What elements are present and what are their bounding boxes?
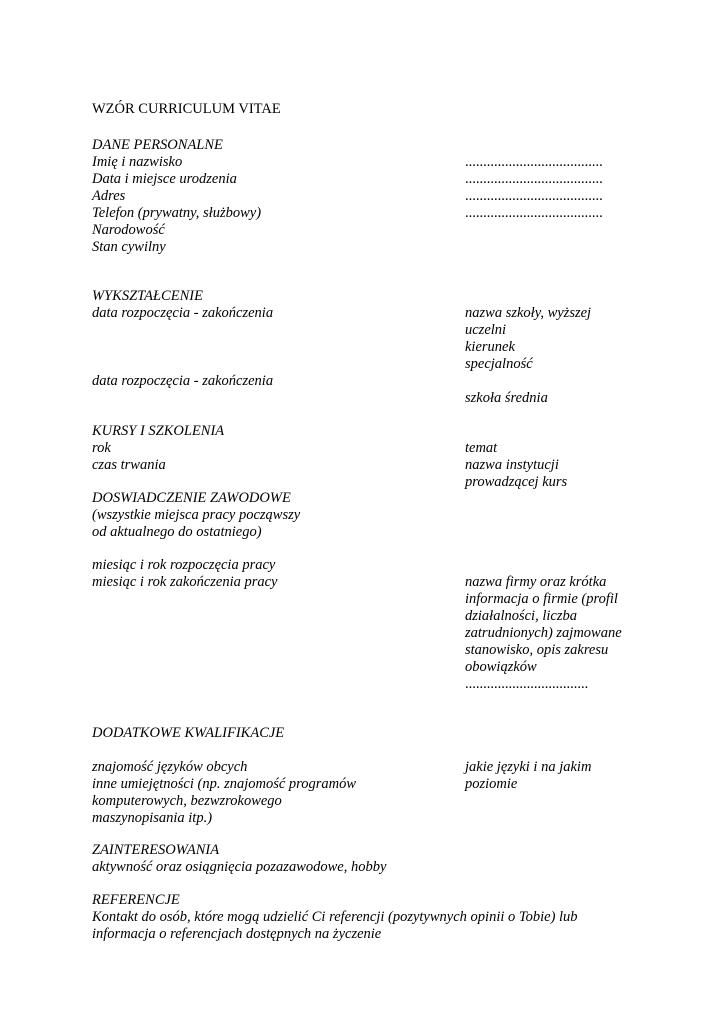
field-value-birth: ...................................... [465, 171, 603, 187]
courses-duration: czas trwania [92, 457, 166, 473]
qualifications-languages: znajomość języków obcych [92, 759, 248, 775]
education-specialty: specjalność [465, 356, 533, 372]
experience-description-line-2: informacja o firmie (profil [465, 591, 618, 607]
education-school-line-1: nazwa szkoły, wyższej [465, 305, 592, 321]
experience-end-date: miesiąc i rok zakończenia pracy [92, 574, 278, 590]
field-label-name: Imię i nazwisko [92, 154, 183, 170]
experience-description-line-6: obowiązków [465, 659, 537, 675]
field-value-address: ...................................... [465, 188, 603, 204]
experience-start-date: miesiąc i rok rozpoczęcia pracy [92, 557, 276, 573]
field-label-phone: Telefon (prywatny, służbowy) [92, 205, 262, 221]
references-line-2: informacja o referencjach dostępnych na życzenie [92, 926, 382, 942]
experience-description-line-5: stanowisko, opis zakresu [465, 642, 609, 658]
qualifications-other-line-1: inne umiejętności (np. znajomość programów [92, 776, 357, 792]
experience-description-line-3: działalności, liczba [465, 608, 577, 624]
courses-topic: temat [465, 440, 498, 456]
references-line-1: Kontakt do osób, które mogą udzielić Ci referencji (pozytywnych opinii o Tobie) lub [92, 909, 578, 925]
education-school-line-2: uczelni [465, 322, 507, 338]
education-field-of-study: kierunek [465, 339, 515, 355]
section-heading-courses: KURSY I SZKOLENIA [92, 423, 225, 439]
education-date-2: data rozpoczęcia - zakończenia [92, 373, 274, 389]
experience-note-line-1: (wszystkie miejsca pracy począwszy [92, 507, 301, 523]
courses-institution-line-2: prowadzącej kurs [465, 474, 568, 490]
field-label-address: Adres [92, 188, 126, 204]
experience-description-line-1: nazwa firmy oraz krótka [465, 574, 607, 590]
interests-text: aktywność oraz osiągnięcia pozazawodowe, hobby [92, 859, 387, 875]
section-heading-personal: DANE PERSONALNE [92, 137, 223, 153]
section-heading-experience: DOSWIADCZENIE ZAWODOWE [92, 490, 291, 506]
experience-note-line-2: od aktualnego do ostatniego) [92, 524, 262, 540]
education-date-1: data rozpoczęcia - zakończenia [92, 305, 274, 321]
section-heading-qualifications: DODATKOWE KWALIFIKACJE [92, 725, 285, 741]
field-value-name: ...................................... [465, 154, 603, 170]
qualifications-languages-detail-2: poziomie [465, 776, 518, 792]
field-value-phone: ...................................... [465, 205, 603, 221]
qualifications-languages-detail-1: jakie języki i na jakim [465, 759, 592, 775]
experience-placeholder-dots: .................................. [465, 676, 589, 692]
qualifications-other-line-2: komputerowych, bezwzrokowego [92, 793, 282, 809]
experience-description-line-4: zatrudnionych) zajmowane [465, 625, 622, 641]
field-label-marital-status: Stan cywilny [92, 239, 166, 255]
qualifications-other-line-3: maszynopisania itp.) [92, 810, 213, 826]
document-title: WZÓR CURRICULUM VITAE [92, 101, 281, 117]
section-heading-education: WYKSZTAŁCENIE [92, 288, 203, 304]
courses-year: rok [92, 440, 111, 456]
courses-institution-line-1: nazwa instytucji [465, 457, 559, 473]
section-heading-interests: ZAINTERESOWANIA [92, 842, 220, 858]
field-label-birth: Data i miejsce urodzenia [92, 171, 237, 187]
section-heading-references: REFERENCJE [92, 892, 180, 908]
education-high-school: szkoła średnia [465, 390, 548, 406]
field-label-nationality: Narodowość [92, 222, 165, 238]
